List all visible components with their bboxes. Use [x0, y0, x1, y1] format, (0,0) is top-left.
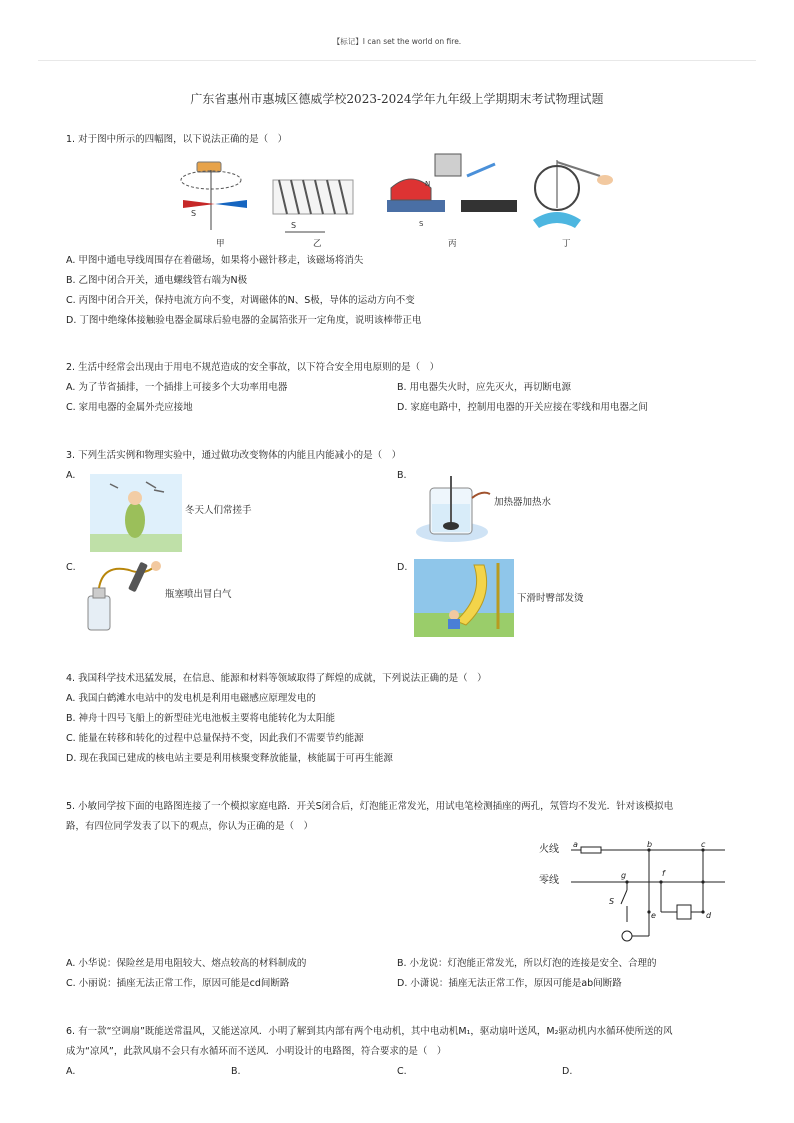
circuit-point-d: d	[706, 911, 712, 920]
q1-figure-jia	[181, 162, 247, 230]
circuit-point-c: c	[701, 840, 706, 849]
circuit-point-a: a	[573, 840, 578, 849]
q3-letter-d[interactable]: D.	[397, 562, 408, 573]
q3-caption-d: 下滑时臀部发烫	[517, 593, 584, 604]
q1-option-a[interactable]: A. 甲图中通电导线周围存在着磁场，如果将小磁针移走，该磁场将消失	[66, 255, 364, 266]
q2-option-c[interactable]: C. 家用电器的金属外壳应接地	[66, 402, 193, 413]
q5-stem-line2: 路，有四位同学发表了以下的观点，你认为正确的是（ ）	[66, 821, 314, 832]
q6-option-b[interactable]: B.	[231, 1066, 241, 1077]
circuit-switch-s: S	[609, 897, 615, 906]
q5-stem-line1: 5. 小敏同学按下面的电路图连接了一个模拟家庭电路．开关S闭合后，灯泡能正常发光，用试电笔检测插座的两孔，氖管均不发光．针对该模拟电	[66, 801, 674, 812]
q3-caption-c: 瓶塞喷出冒白气	[165, 589, 232, 600]
svg-text:N: N	[425, 180, 431, 188]
q6-stem-line1: 6. 有一款“空调扇”既能送常温风，又能送凉风．小明了解到其内部有两个电动机，其中电动机M₁，驱动扇叶送风，M₂驱动机内水循环使所送的风	[66, 1026, 673, 1037]
circuit-neutral-wire-label: 零线	[539, 875, 559, 886]
q1-figure-yi	[273, 180, 353, 232]
circuit-point-f: f	[662, 869, 665, 878]
q4-option-d[interactable]: D. 现在我国已建成的核电站主要是利用核聚变释放能量，核能属于可再生能源	[66, 753, 393, 764]
q1-option-d[interactable]: D. 丁图中绝缘体接触验电器金属球后验电器的金属箔张开一定角度，说明该棒带正电	[66, 315, 422, 326]
circuit-point-b: b	[647, 840, 653, 849]
q5-circuit-diagram	[565, 838, 735, 960]
circuit-point-e: e	[651, 911, 656, 920]
circuit-live-wire-label: 火线	[539, 844, 559, 855]
q1-figure-label-yi: 乙	[313, 239, 322, 249]
q1-figure-label-jia: 甲	[216, 239, 225, 249]
q1-stem: 1. 对于图中所示的四幅图，以下说法正确的是（ ）	[66, 134, 288, 145]
q3-letter-b[interactable]: B.	[397, 470, 407, 481]
q5-option-b[interactable]: B. 小龙说：灯泡能正常发光，所以灯泡的连接是安全、合理的	[397, 958, 657, 969]
q3-letter-c[interactable]: C.	[66, 562, 76, 573]
q3-caption-b: 加热器加热水	[494, 497, 552, 508]
q4-stem: 4. 我国科学技术迅猛发展，在信息、能源和材料等领域取得了辉煌的成就，下列说法正确的是（ ）	[66, 673, 487, 684]
q2-stem: 2. 生活中经常会出现由于用电不规范造成的安全事故，以下符合安全用电原则的是（ ）	[66, 362, 440, 373]
q3-image-c	[82, 558, 164, 633]
q3-image-d	[414, 559, 514, 637]
q4-option-c[interactable]: C. 能量在转移和转化的过程中总量保持不变，因此我们不需要节约能源	[66, 733, 364, 744]
q4-option-b[interactable]: B. 神舟十四号飞船上的新型硅光电池板主要将电能转化为太阳能	[66, 713, 336, 724]
q4-option-a[interactable]: A. 我国白鹤滩水电站中的发电机是利用电磁感应原理发电的	[66, 693, 316, 704]
svg-text:S: S	[291, 221, 297, 230]
q3-letter-a[interactable]: A.	[66, 470, 76, 481]
q2-option-d[interactable]: D. 家庭电路中，控制用电器的开关应接在零线和用电器之间	[397, 402, 648, 413]
q1-figure-label-ding: 丁	[562, 239, 571, 249]
q2-option-b[interactable]: B. 用电器失火时，应先灭火，再切断电源	[397, 382, 572, 393]
q1-option-c[interactable]: C. 丙图中闭合开关，保持电流方向不变，对调磁体的N、S极，导体的运动方向不变	[66, 295, 415, 306]
circuit-point-g: g	[621, 871, 627, 880]
q2-option-a[interactable]: A. 为了节省插排，一个插排上可接多个大功率用电器	[66, 382, 288, 393]
q3-stem: 3. 下列生活实例和物理实验中，通过做功改变物体的内能且内能减小的是（ ）	[66, 450, 402, 461]
q6-option-d[interactable]: D.	[562, 1066, 573, 1077]
q1-option-b[interactable]: B. 乙图中闭合开关，通电螺线管右端为N极	[66, 275, 248, 286]
exam-title: 广东省惠州市惠城区德威学校2023-2024学年九年级上学期期末考试物理试题	[190, 92, 604, 106]
q1-figures	[175, 150, 625, 250]
q5-option-c[interactable]: C. 小丽说：插座无法正常工作，原因可能是cd间断路	[66, 978, 290, 989]
q3-image-a	[90, 474, 182, 552]
q6-option-c[interactable]: C.	[397, 1066, 407, 1077]
q1-figure-label-bing: 丙	[448, 239, 457, 249]
q6-stem-line2: 成为“凉风”，此款风扇不会只有水循环而不送风．小明设计的电路图，符合要求的是（ ）	[66, 1046, 447, 1057]
q1-figure-ding	[533, 160, 613, 228]
q1-figure-bing	[387, 154, 517, 228]
q5-option-a[interactable]: A. 小华说：保险丝是用电阻较大、熔点较高的材料制成的	[66, 958, 307, 969]
page-header: 【标记】I can set the world on fire.	[332, 37, 462, 46]
header-divider	[38, 60, 756, 61]
q6-option-a[interactable]: A.	[66, 1066, 76, 1077]
q3-image-b	[416, 474, 491, 544]
q3-caption-a: 冬天人们常搓手	[185, 505, 252, 516]
svg-text:S: S	[191, 209, 197, 218]
q5-option-d[interactable]: D. 小潇说：插座无法正常工作，原因可能是ab间断路	[397, 978, 622, 989]
svg-text:S: S	[419, 220, 424, 228]
